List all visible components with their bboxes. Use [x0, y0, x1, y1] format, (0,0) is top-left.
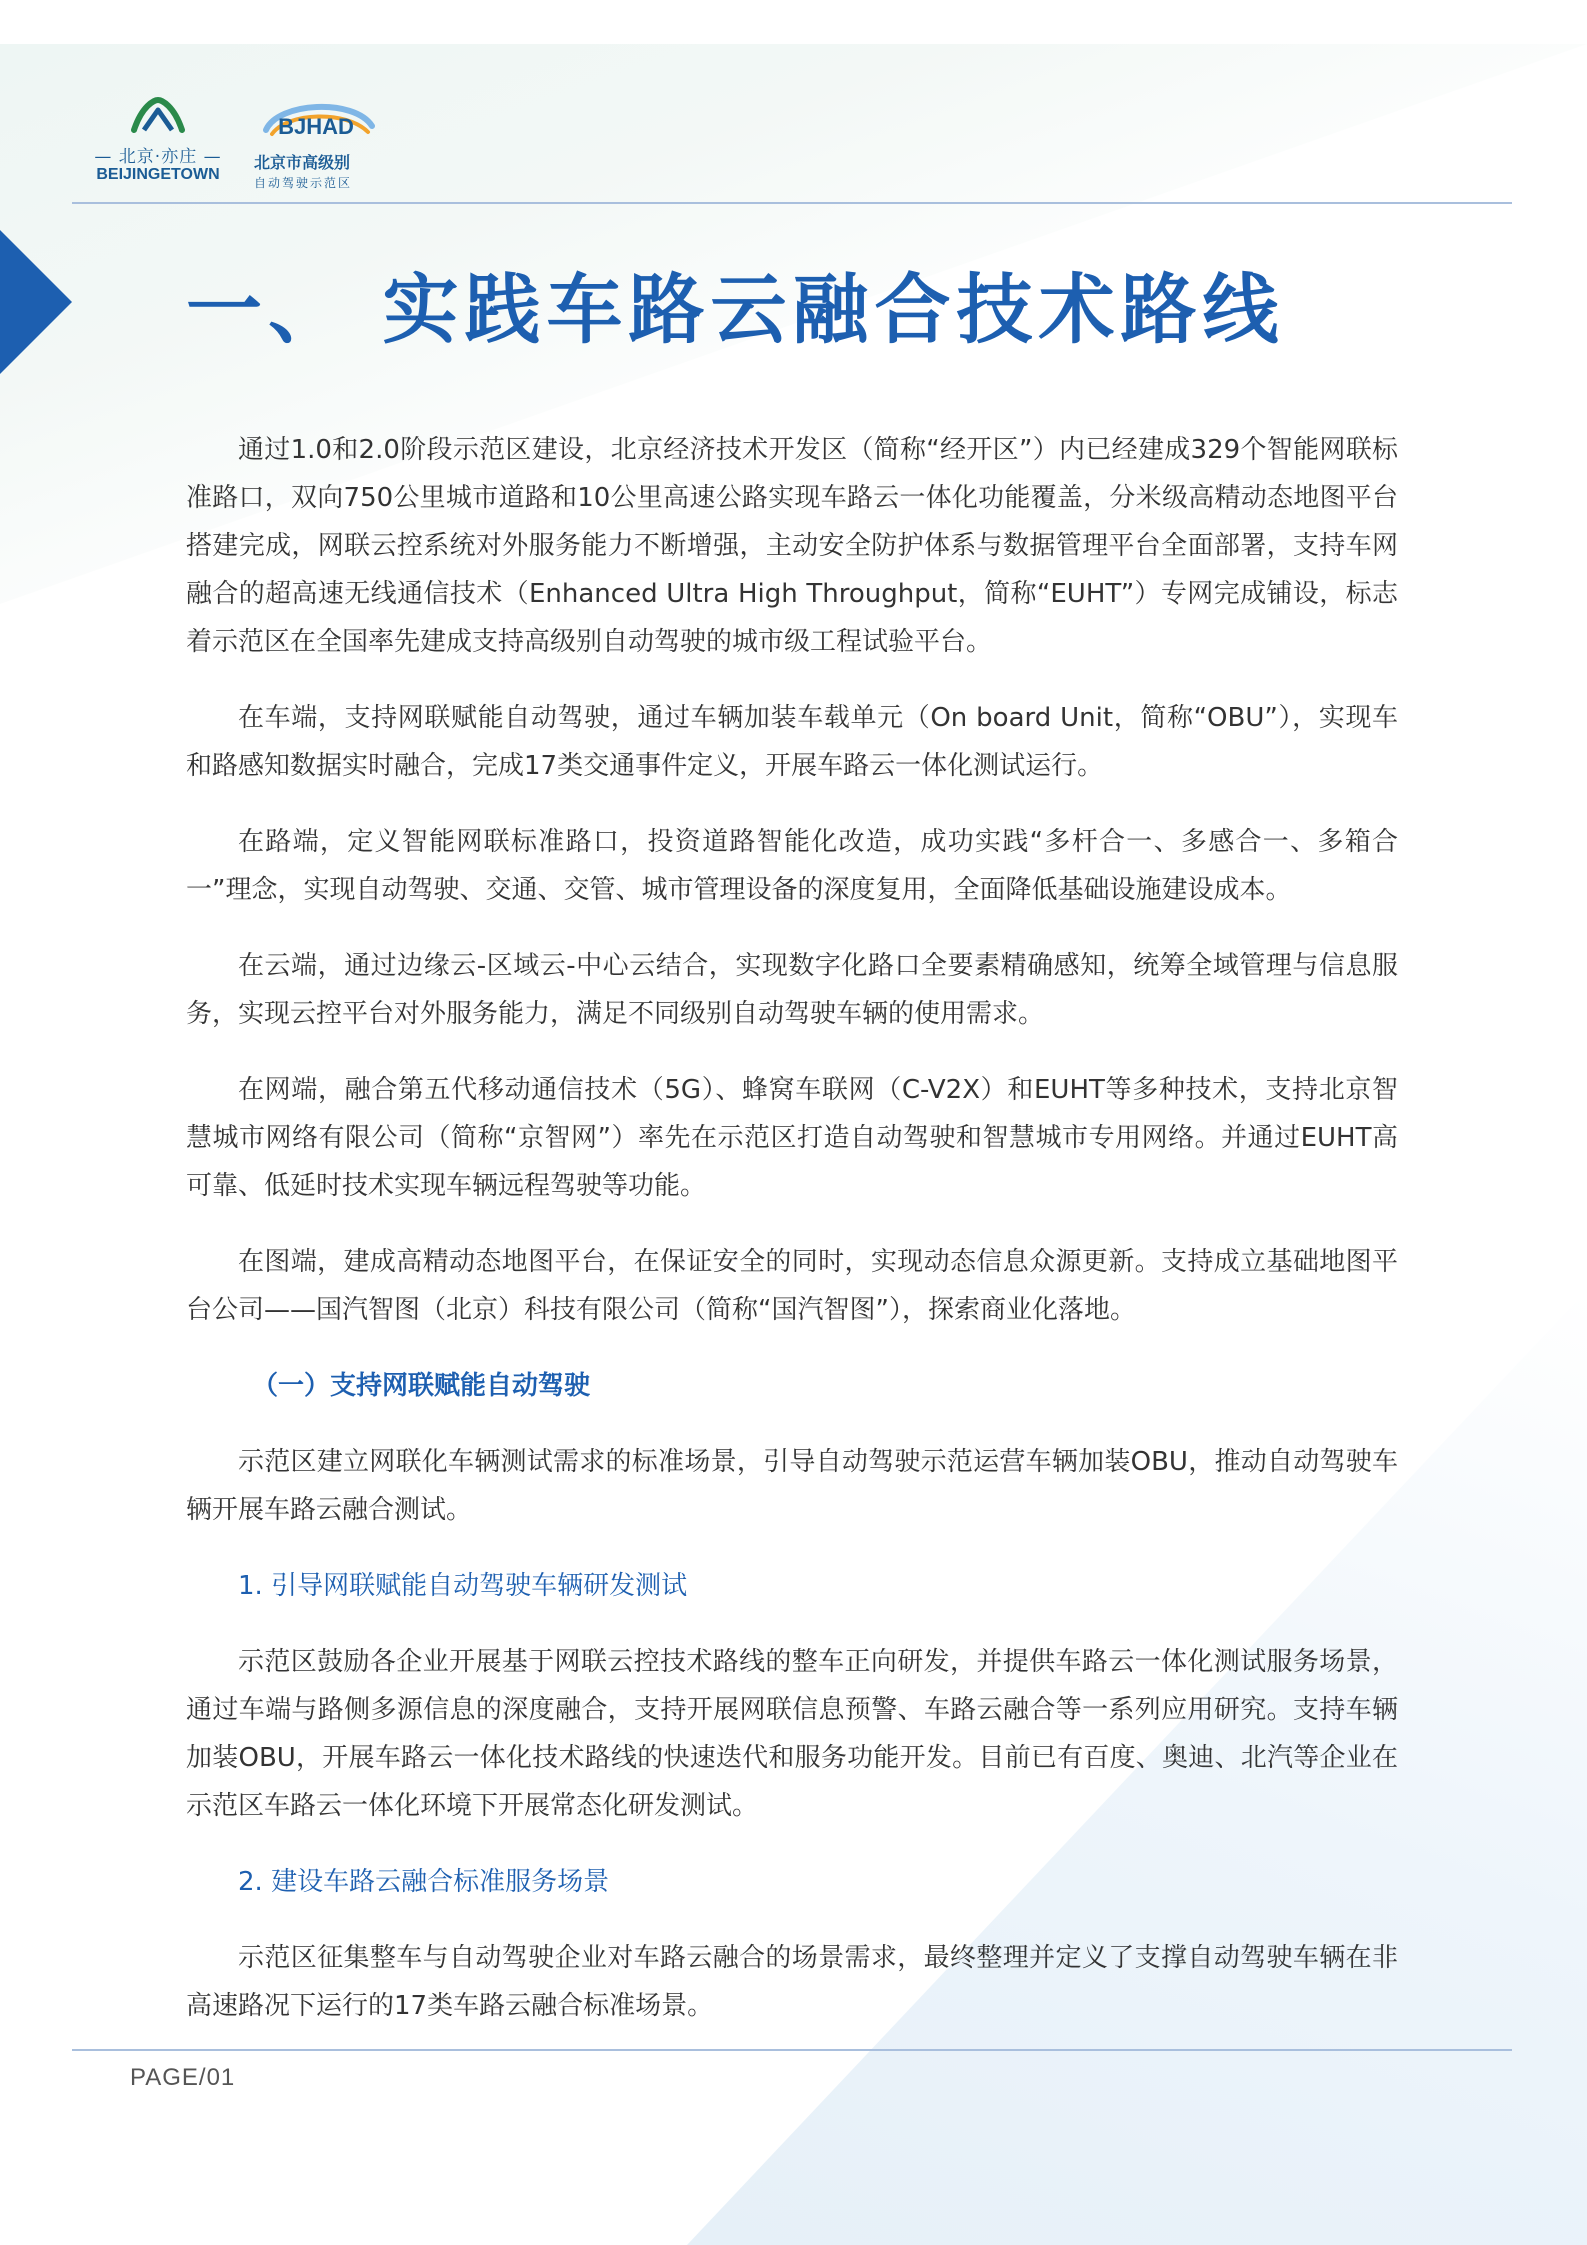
beijingetown-logo [86, 96, 230, 192]
paragraph-subsection-1: 示范区鼓励各企业开展基于网联云控技术路线的整车正向研发，并提供车路云一体化测试服务场景，通过车端与路侧多源信息的深度融合，支持开展网联信息预警、车路云融合等一系列应用研究。支持车辆加装OBU，开展车路云一体化技术路线的快速迭代和服务功能开发。目前已有百度、奥迪、北汽等企业在示范区车路云一体化环境下开展常态化研发测试。 [186, 1647, 1398, 1821]
bjhad-logo [254, 96, 390, 192]
bjhad-cn-line1: 北京市高级别 [254, 153, 351, 172]
subsection-heading-2: 2. 建设车路云融合标准服务场景 [238, 1867, 610, 1897]
bjhad-cn-line2: 自动驾驶示范区 [254, 176, 353, 190]
subsection-heading-1: 1. 引导网联赋能自动驾驶车辆研发测试 [238, 1571, 688, 1601]
paragraph-road: 在路端，定义智能网联标准路口，投资道路智能化改造，成功实践“多杆合一、多感合一、多箱合一”理念，实现自动驾驶、交通、交管、城市管理设备的深度复用，全面降低基础设施建设成本。 [186, 827, 1398, 905]
footer-divider [72, 2049, 1512, 2051]
page-number: PAGE/01 [130, 2064, 236, 2091]
beijingetown-en: BEIJINGETOWN [96, 166, 220, 183]
page-title: 一、 实践车路云融合技术路线 [186, 265, 1285, 354]
article-body [186, 426, 1398, 2058]
title-arrow-marker [0, 230, 72, 374]
bjhad-mark-text: BJHAD [278, 114, 354, 139]
paragraph-network: 在网端，融合第五代移动通信技术（5G）、蜂窝车联网（C-V2X）和EUHT等多种技术，支持北京智慧城市网络有限公司（简称“京智网”）率先在示范区打造自动驾驶和智慧城市专用网络。并通过EUHT高可靠、低延时技术实现车辆远程驾驶等功能。 [186, 1075, 1398, 1201]
paragraph-section-intro: 示范区建立网联化车辆测试需求的标准场景，引导自动驾驶示范运营车辆加装OBU，推动自动驾驶车辆开展车路云融合测试。 [186, 1447, 1398, 1525]
paragraph-intro: 通过1.0和2.0阶段示范区建设，北京经济技术开发区（简称“经开区”）内已经建成329个智能网联标准路口，双向750公里城市道路和10公里高速公路实现车路云一体化功能覆盖，分米级高精动态地图平台搭建完成，网联云控系统对外服务能力不断增强，主动安全防护体系与数据管理平台全面部署，支持车网融合的超高速无线通信技术（Enhanced Ultra High Throughput，简称“EUHT”）专网完成铺设，标志着示范区在全国率先建成支持高级别自动驾驶的城市级工程试验平台。 [186, 435, 1398, 657]
paragraph-cloud: 在云端，通过边缘云-区域云-中心云结合，实现数字化路口全要素精确感知，统筹全域管理与信息服务，实现云控平台对外服务能力，满足不同级别自动驾驶车辆的使用需求。 [186, 951, 1398, 1029]
beijingetown-logo-icon [128, 96, 188, 136]
paragraph-map: 在图端，建成高精动态地图平台，在保证安全的同时，实现动态信息众源更新。支持成立基础地图平台公司——国汽智图（北京）科技有限公司（简称“国汽智图”），探索商业化落地。 [186, 1247, 1398, 1325]
beijingetown-cn: — 北京·亦庄 — [94, 147, 222, 167]
section-heading: （一）支持网联赋能自动驾驶 [252, 1371, 591, 1401]
paragraph-vehicle: 在车端，支持网联赋能自动驾驶，通过车辆加装车载单元（On board Unit，简称“OBU”），实现车和路感知数据实时融合，完成17类交通事件定义，开展车路云一体化测试运行。 [186, 703, 1398, 781]
bjhad-logo-icon [258, 96, 378, 144]
paragraph-subsection-2: 示范区征集整车与自动驾驶企业对车路云融合的场景需求，最终整理并定义了支撑自动驾驶车辆在非高速路况下运行的17类车路云融合标准场景。 [186, 1943, 1398, 2021]
header-divider [72, 202, 1512, 204]
